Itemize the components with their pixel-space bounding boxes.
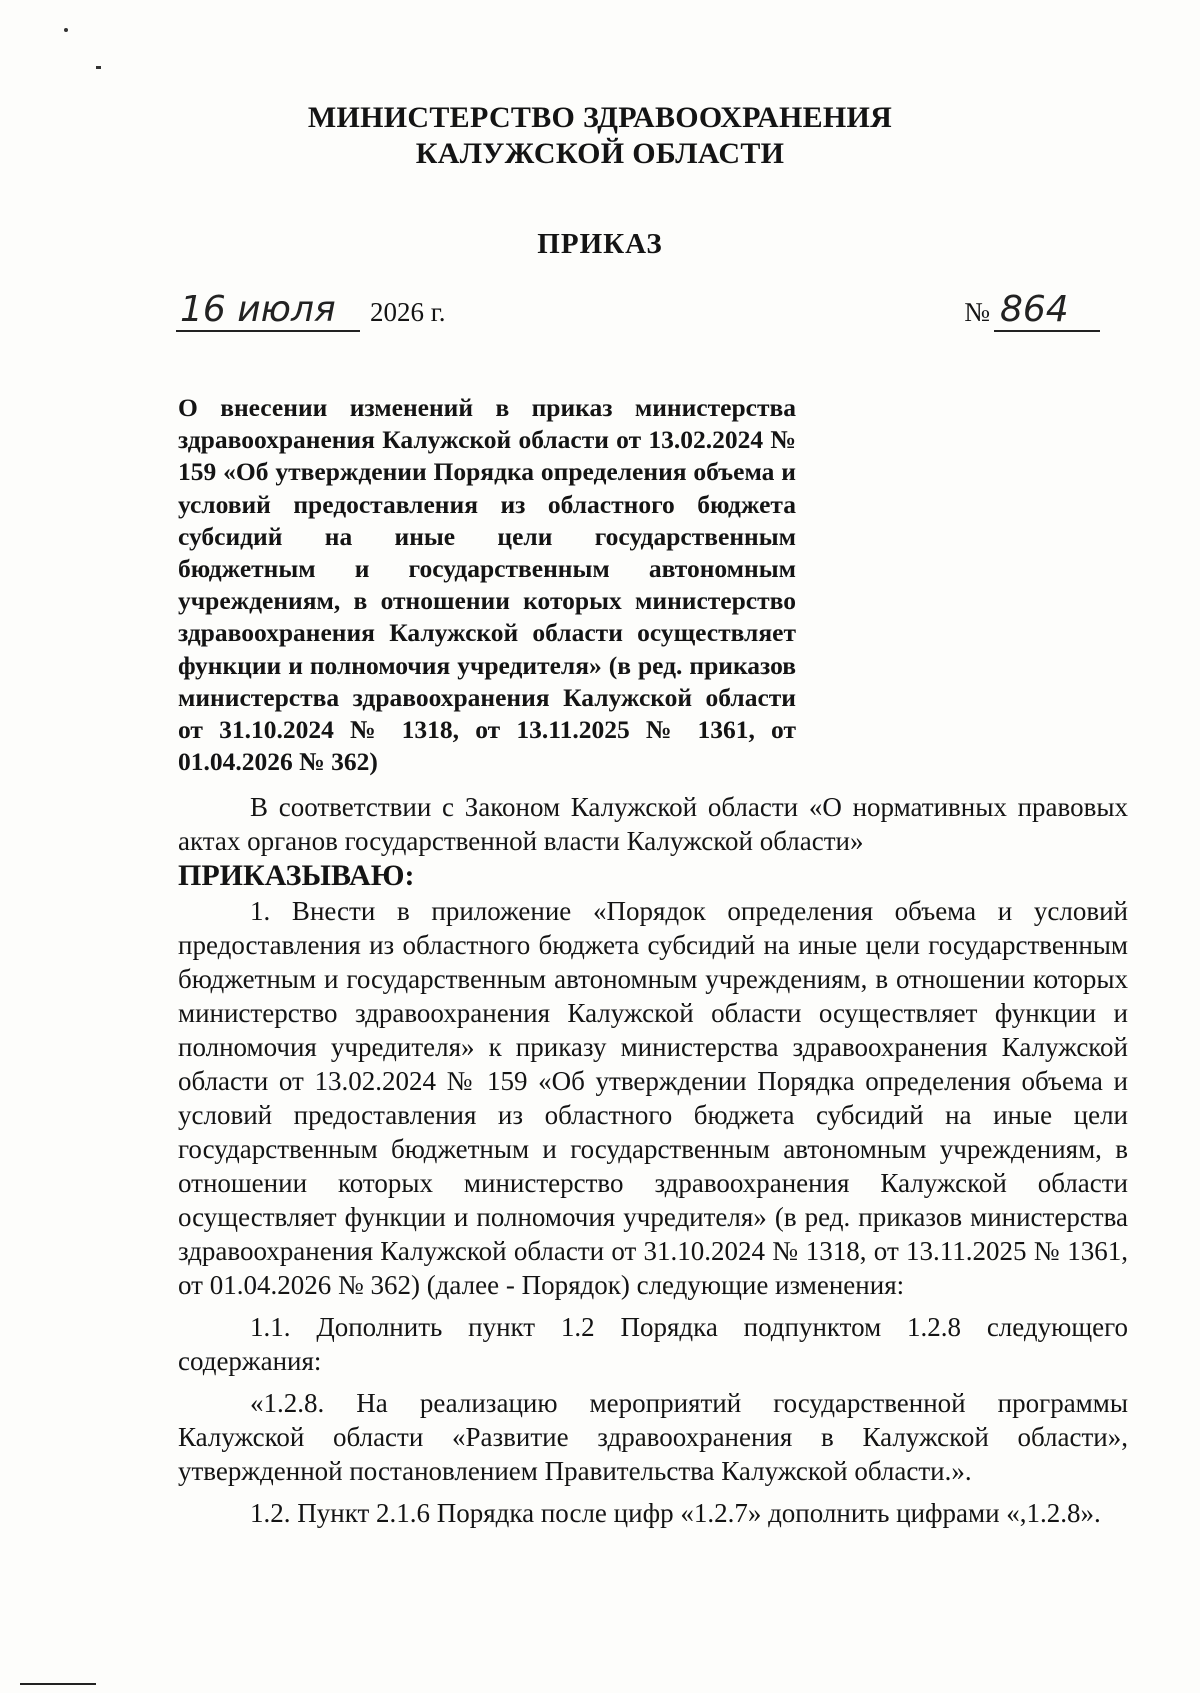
scan-edge-line (20, 1683, 96, 1685)
number-sign: № (964, 297, 990, 327)
order-number (964, 290, 1100, 332)
paragraph-1: 1. Внести в приложение «Порядок определения объема и условий предоставления из областного бюджета субсидий на иные цели государственным бюджетным и государственным автономным учреждениям, в отношении которых министерство здравоохранения Калужской области осуществляет функции и полномочия учредителя» к приказу министерства здравоохранения Калужской области от 13.02.2024 № 159 «Об утверждении Порядка определения объема и условий предоставления из областного бюджета субсидий на иные цели государственным бюджетным и государственным автономным учреждениям, в отношении которых министерство здравоохранения Калужской области осуществляет функции и полномочия учредителя» (в ред. приказов министерства здравоохранения Калужской области от 31.10.2024 № 1318, от 13.11.2025 № 1361, от 01.04.2026 № 362) (далее - Порядок) следующие изменения: (178, 896, 1128, 1300)
ministry-name-line1: МИНИСТЕРСТВО ЗДРАВООХРАНЕНИЯ (307, 101, 893, 134)
scan-mark (64, 28, 68, 32)
handwritten-number: 864 (994, 290, 1100, 332)
order-body (178, 790, 1128, 1530)
preamble-paragraph: В соответствии с Законом Калужской области «О нормативных правовых актах органов государственной власти Калужской области» (178, 792, 1128, 856)
document-type-title: ПРИКАЗ (537, 228, 663, 260)
paragraph-1-2: 1.2. Пункт 2.1.6 Порядка после цифр «1.2.7» дополнить цифрами «,1.2.8». (250, 1498, 1101, 1528)
order-subject: О внесении изменений в приказ министерства здравоохранения Калужской области от 13.02.2024 № 159 «Об утверждении Порядка определения объема и условий предоставления из областного бюджета субсидий на иные цели государственным бюджетным и государственным автономным учреждениям, в отношении которых министерство здравоохранения Калужской области осуществляет функции и полномочия учредителя» (в ред. приказов министерства здравоохранения Калужской области от 31.10.2024 № 1318, от 13.11.2025 № 1361, от 01.04.2026 № 362) (178, 393, 796, 777)
handwritten-date: 16 июля (176, 290, 360, 332)
order-year: 2026 г. (370, 297, 446, 327)
ministry-name-line2: КАЛУЖСКОЙ ОБЛАСТИ (415, 137, 785, 170)
paragraph-1-1: 1.1. Дополнить пункт 1.2 Порядка подпунктом 1.2.8 следующего содержания: (178, 1312, 1128, 1376)
scan-mark (96, 66, 101, 69)
paragraph-1-1-quote: «1.2.8. На реализацию мероприятий государственной программы Калужской области «Развитие здравоохранения в Калужской области», утвержденной постановлением Правительства Калужской области.». (178, 1388, 1128, 1486)
decree-word: ПРИКАЗЫВАЮ: (178, 859, 415, 892)
order-date (176, 290, 446, 332)
ministry-header (0, 100, 1200, 172)
